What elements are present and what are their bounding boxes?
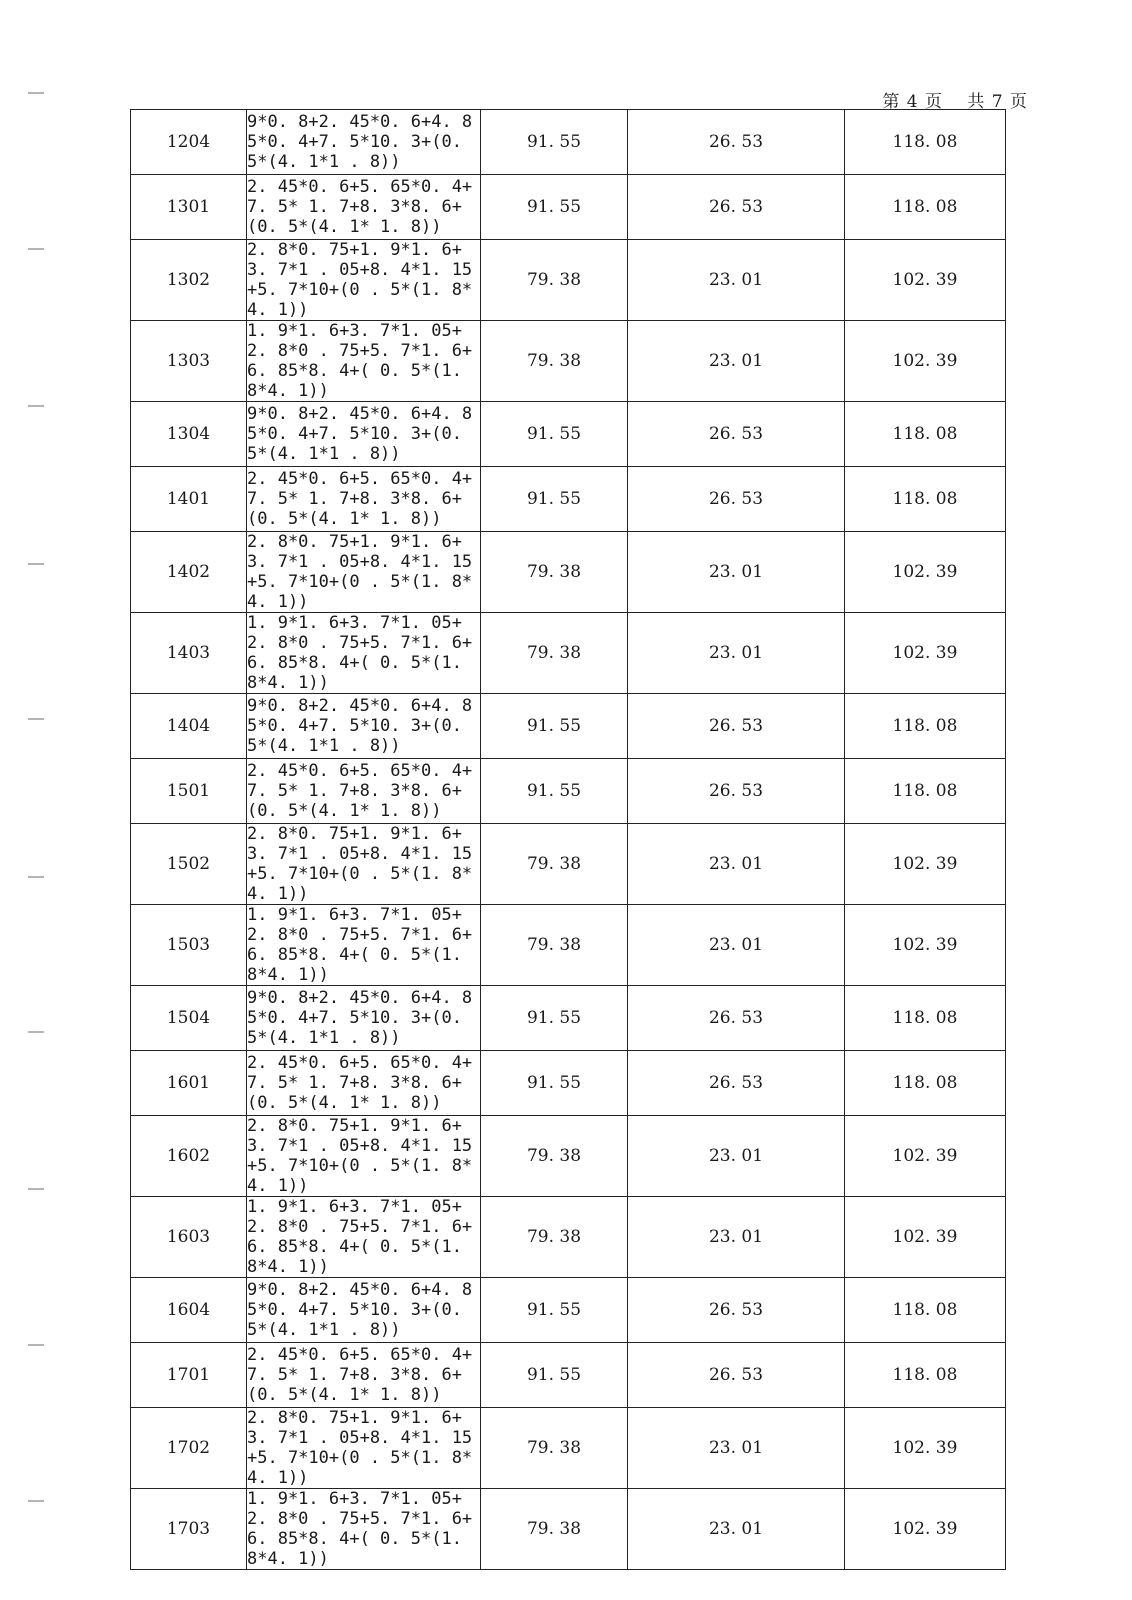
binder-mark [28,92,44,94]
area-formula-cell: 2. 45*0. 6+5. 65*0. 4+7. 5* 1. 7+8. 3*8. 6+(0. 5*(4. 1* 1. 8)) [247,759,481,824]
area-formula-cell: 9*0. 8+2. 45*0. 6+4. 85*0. 4+7. 5*10. 3+(0. 5*(4. 1*1 . 8)) [247,986,481,1051]
table-row [131,1343,1006,1408]
area-total-cell: 102. 39 [845,1116,1006,1197]
area-value-a-cell: 91. 55 [481,1278,628,1343]
table-row [131,1408,1006,1489]
room-number-cell: 1702 [131,1408,247,1489]
area-total-cell: 118. 08 [845,1278,1006,1343]
area-value-b-cell: 26. 53 [628,1051,845,1116]
binder-mark [28,718,44,720]
area-formula-cell: 2. 45*0. 6+5. 65*0. 4+7. 5* 1. 7+8. 3*8. 6+(0. 5*(4. 1* 1. 8)) [247,1343,481,1408]
area-formula-cell: 2. 45*0. 6+5. 65*0. 4+7. 5* 1. 7+8. 3*8. 6+(0. 5*(4. 1* 1. 8)) [247,467,481,532]
area-value-a-cell: 79. 38 [481,240,628,321]
area-value-a-cell: 79. 38 [481,1197,628,1278]
table-row [131,759,1006,824]
room-number-cell: 1402 [131,532,247,613]
area-formula-cell: 1. 9*1. 6+3. 7*1. 05+2. 8*0 . 75+5. 7*1. 6+6. 85*8. 4+( 0. 5*(1. 8*4. 1)) [247,613,481,694]
area-total-cell: 102. 39 [845,1489,1006,1570]
area-value-b-cell: 26. 53 [628,694,845,759]
table-row [131,905,1006,986]
table-row [131,1116,1006,1197]
area-value-a-cell: 91. 55 [481,467,628,532]
area-value-a-cell: 91. 55 [481,759,628,824]
area-value-b-cell: 23. 01 [628,1489,845,1570]
binder-mark [28,1031,44,1033]
area-total-cell: 118. 08 [845,986,1006,1051]
area-value-b-cell: 26. 53 [628,110,845,175]
room-number-cell: 1403 [131,613,247,694]
binder-mark [28,876,44,878]
area-total-cell: 102. 39 [845,532,1006,613]
table-row [131,532,1006,613]
area-value-b-cell: 26. 53 [628,175,845,240]
area-formula-cell: 2. 45*0. 6+5. 65*0. 4+7. 5* 1. 7+8. 3*8. 6+(0. 5*(4. 1* 1. 8)) [247,1051,481,1116]
table-row [131,175,1006,240]
room-number-cell: 1701 [131,1343,247,1408]
room-number-cell: 1501 [131,759,247,824]
area-value-b-cell: 23. 01 [628,321,845,402]
area-value-b-cell: 26. 53 [628,467,845,532]
area-value-b-cell: 23. 01 [628,532,845,613]
area-value-a-cell: 79. 38 [481,613,628,694]
area-value-a-cell: 91. 55 [481,694,628,759]
table-row [131,613,1006,694]
area-value-a-cell: 79. 38 [481,1489,628,1570]
binder-mark [28,1500,44,1502]
table-row [131,240,1006,321]
area-total-cell: 118. 08 [845,402,1006,467]
area-total-cell: 118. 08 [845,110,1006,175]
room-number-cell: 1401 [131,467,247,532]
area-value-a-cell: 79. 38 [481,1116,628,1197]
area-value-a-cell: 79. 38 [481,905,628,986]
area-value-a-cell: 79. 38 [481,824,628,905]
area-total-cell: 118. 08 [845,467,1006,532]
area-formula-cell: 1. 9*1. 6+3. 7*1. 05+2. 8*0 . 75+5. 7*1. 6+6. 85*8. 4+( 0. 5*(1. 8*4. 1)) [247,905,481,986]
room-quantity-table [130,109,1006,1570]
room-number-cell: 1304 [131,402,247,467]
area-value-b-cell: 23. 01 [628,824,845,905]
area-value-b-cell: 26. 53 [628,1278,845,1343]
room-number-cell: 1603 [131,1197,247,1278]
area-formula-cell: 9*0. 8+2. 45*0. 6+4. 85*0. 4+7. 5*10. 3+(0. 5*(4. 1*1 . 8)) [247,1278,481,1343]
area-value-b-cell: 23. 01 [628,905,845,986]
room-number-cell: 1504 [131,986,247,1051]
area-value-b-cell: 23. 01 [628,1197,845,1278]
room-number-cell: 1303 [131,321,247,402]
area-total-cell: 118. 08 [845,1051,1006,1116]
area-formula-cell: 2. 8*0. 75+1. 9*1. 6+3. 7*1 . 05+8. 4*1. 15+5. 7*10+(0 . 5*(1. 8*4. 1)) [247,240,481,321]
area-total-cell: 102. 39 [845,1408,1006,1489]
area-value-b-cell: 23. 01 [628,1116,845,1197]
area-value-a-cell: 91. 55 [481,402,628,467]
area-value-a-cell: 91. 55 [481,110,628,175]
area-formula-cell: 1. 9*1. 6+3. 7*1. 05+2. 8*0 . 75+5. 7*1. 6+6. 85*8. 4+( 0. 5*(1. 8*4. 1)) [247,321,481,402]
area-value-a-cell: 79. 38 [481,321,628,402]
area-total-cell: 102. 39 [845,240,1006,321]
area-formula-cell: 2. 8*0. 75+1. 9*1. 6+3. 7*1 . 05+8. 4*1. 15+5. 7*10+(0 . 5*(1. 8*4. 1)) [247,824,481,905]
area-total-cell: 102. 39 [845,1197,1006,1278]
area-value-a-cell: 79. 38 [481,532,628,613]
room-number-cell: 1503 [131,905,247,986]
area-value-a-cell: 91. 55 [481,986,628,1051]
binder-mark [28,248,44,250]
area-value-b-cell: 23. 01 [628,240,845,321]
area-value-b-cell: 26. 53 [628,1343,845,1408]
area-formula-cell: 2. 8*0. 75+1. 9*1. 6+3. 7*1 . 05+8. 4*1. 15+5. 7*10+(0 . 5*(1. 8*4. 1)) [247,1116,481,1197]
area-value-b-cell: 26. 53 [628,759,845,824]
area-total-cell: 118. 08 [845,175,1006,240]
table-row [131,1278,1006,1343]
room-number-cell: 1601 [131,1051,247,1116]
table-row [131,986,1006,1051]
page-number: 第 4 页 共 7 页 [882,92,1028,112]
room-number-cell: 1703 [131,1489,247,1570]
room-number-cell: 1204 [131,110,247,175]
area-formula-cell: 9*0. 8+2. 45*0. 6+4. 85*0. 4+7. 5*10. 3+(0. 5*(4. 1*1 . 8)) [247,694,481,759]
area-total-cell: 118. 08 [845,759,1006,824]
table-row [131,467,1006,532]
room-number-cell: 1404 [131,694,247,759]
area-value-b-cell: 26. 53 [628,402,845,467]
table-row [131,110,1006,175]
area-total-cell: 118. 08 [845,1343,1006,1408]
table-row [131,1489,1006,1570]
area-value-a-cell: 79. 38 [481,1408,628,1489]
area-value-b-cell: 26. 53 [628,986,845,1051]
room-number-cell: 1604 [131,1278,247,1343]
area-value-a-cell: 91. 55 [481,175,628,240]
area-total-cell: 102. 39 [845,905,1006,986]
binder-mark [28,405,44,407]
table-row [131,694,1006,759]
area-formula-cell: 2. 45*0. 6+5. 65*0. 4+7. 5* 1. 7+8. 3*8. 6+(0. 5*(4. 1* 1. 8)) [247,175,481,240]
area-formula-cell: 1. 9*1. 6+3. 7*1. 05+2. 8*0 . 75+5. 7*1. 6+6. 85*8. 4+( 0. 5*(1. 8*4. 1)) [247,1197,481,1278]
table-row [131,321,1006,402]
area-total-cell: 102. 39 [845,321,1006,402]
area-value-b-cell: 23. 01 [628,613,845,694]
area-formula-cell: 2. 8*0. 75+1. 9*1. 6+3. 7*1 . 05+8. 4*1. 15+5. 7*10+(0 . 5*(1. 8*4. 1)) [247,532,481,613]
area-formula-cell: 9*0. 8+2. 45*0. 6+4. 85*0. 4+7. 5*10. 3+(0. 5*(4. 1*1 . 8)) [247,110,481,175]
table-row [131,1197,1006,1278]
room-number-cell: 1301 [131,175,247,240]
binder-hole-marks [28,0,48,1600]
table-body [131,110,1006,1570]
room-number-cell: 1302 [131,240,247,321]
area-formula-cell: 9*0. 8+2. 45*0. 6+4. 85*0. 4+7. 5*10. 3+(0. 5*(4. 1*1 . 8)) [247,402,481,467]
table-row [131,1051,1006,1116]
area-formula-cell: 2. 8*0. 75+1. 9*1. 6+3. 7*1 . 05+8. 4*1. 15+5. 7*10+(0 . 5*(1. 8*4. 1)) [247,1408,481,1489]
area-total-cell: 118. 08 [845,694,1006,759]
area-formula-cell: 1. 9*1. 6+3. 7*1. 05+2. 8*0 . 75+5. 7*1. 6+6. 85*8. 4+( 0. 5*(1. 8*4. 1)) [247,1489,481,1570]
binder-mark [28,563,44,565]
area-value-a-cell: 91. 55 [481,1343,628,1408]
room-number-cell: 1502 [131,824,247,905]
area-value-a-cell: 91. 55 [481,1051,628,1116]
area-total-cell: 102. 39 [845,613,1006,694]
table-row [131,824,1006,905]
room-number-cell: 1602 [131,1116,247,1197]
table-row [131,402,1006,467]
area-value-b-cell: 23. 01 [628,1408,845,1489]
area-total-cell: 102. 39 [845,824,1006,905]
binder-mark [28,1188,44,1190]
binder-mark [28,1344,44,1346]
